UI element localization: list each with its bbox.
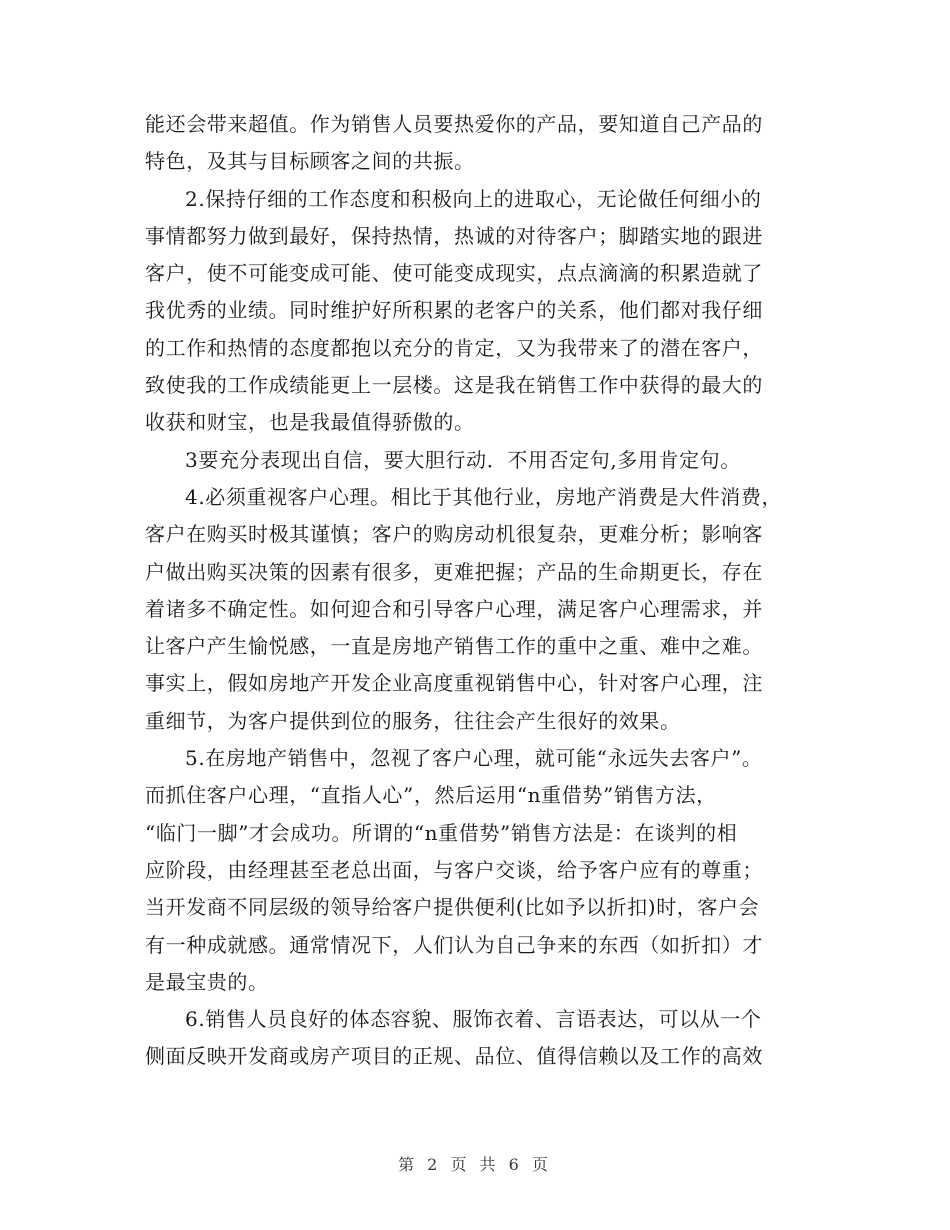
text-line: 5.在房地产销售中，忽视了客户心理，就可能“永远失去客户”。 [185,746,763,771]
text-line: 着诸多不确定性。如何迎合和引导客户心理，满足客户心理需求，并 [145,596,763,621]
text-line: 客户在购买时极其谨慎；客户的购房动机很复杂，更难分析；影响客 [145,522,763,547]
text-line: 是最宝贵的。 [145,969,269,994]
text-line: “临门一脚”才会成功。所谓的“n重借势”销售方法是：在谈判的相 [145,820,738,845]
text-line: 6.销售人员良好的体态容貌、服饰衣着、言语表达，可以从一个 [185,1007,762,1032]
paragraph [145,181,810,442]
text-line: 侧面反映开发商或房产项目的正规、品位、值得信赖以及工作的高效 [145,1044,763,1069]
text-line: 收获和财宝，也是我最值得骄傲的。 [145,410,475,435]
text-line: 致使我的工作成绩能更上一层楼。这是我在销售工作中获得的最大的 [145,373,763,398]
text-line: 事情都努力做到最好，保持热情，热诚的对待客户；脚踏实地的跟进 [145,223,763,248]
text-line: 客户，使不可能变成可能、使可能变成现实，点点滴滴的积累造就了 [145,261,763,286]
text-line: 事实上，假如房地产开发企业高度重视销售中心，针对客户心理，注 [145,671,763,696]
text-line: 我优秀的业绩。同时维护好所积累的老客户的关系，他们都对我仔细 [145,298,763,323]
document-body [145,106,810,1076]
text-line: 而抓住客户心理，“直指人心”，然后运用“n重借势”销售方法， [145,783,717,808]
text-line: 有一种成就感。通常情况下，人们认为自己争来的东西（如折扣）才 [145,932,763,957]
page-number-footer: 第 2 页 共 6 页 [398,1155,552,1174]
text-line: 重细节，为客户提供到位的服务，往往会产生很好的效果。 [145,708,681,733]
text-line: 3要充分表现出自信，要大胆行动．不用否定句,多用肯定句。 [185,447,741,472]
text-line: 2.保持仔细的工作态度和积极向上的进取心，无论做任何细小的 [185,186,762,211]
text-line: 当开发商不同层级的领导给客户提供便利(比如予以折扣)时，客户会 [145,895,760,920]
paragraph [145,479,810,740]
text-line: 让客户产生愉悦感，一直是房地产销售工作的重中之重、难中之难。 [145,634,763,659]
paragraph [145,106,810,181]
paragraph [145,442,810,479]
text-line: 户做出购买决策的因素有很多，更难把握；产品的生命期更长，存在 [145,559,763,584]
text-line: 应阶段，由经理甚至老总出面，与客户交谈，给予客户应有的尊重； [145,857,763,882]
paragraph [145,1001,810,1076]
text-line: 4.必须重视客户心理。相比于其他行业，房地产消费是大件消费， [185,484,783,509]
text-line: 能还会带来超值。作为销售人员要热爱你的产品，要知道自己产品的 [145,112,763,136]
text-line: 特色，及其与目标顾客之间的共振。 [145,149,475,174]
text-line: 的工作和热情的态度都抱以充分的肯定，又为我带来了的潜在客户， [145,335,763,360]
paragraph [145,740,810,1001]
